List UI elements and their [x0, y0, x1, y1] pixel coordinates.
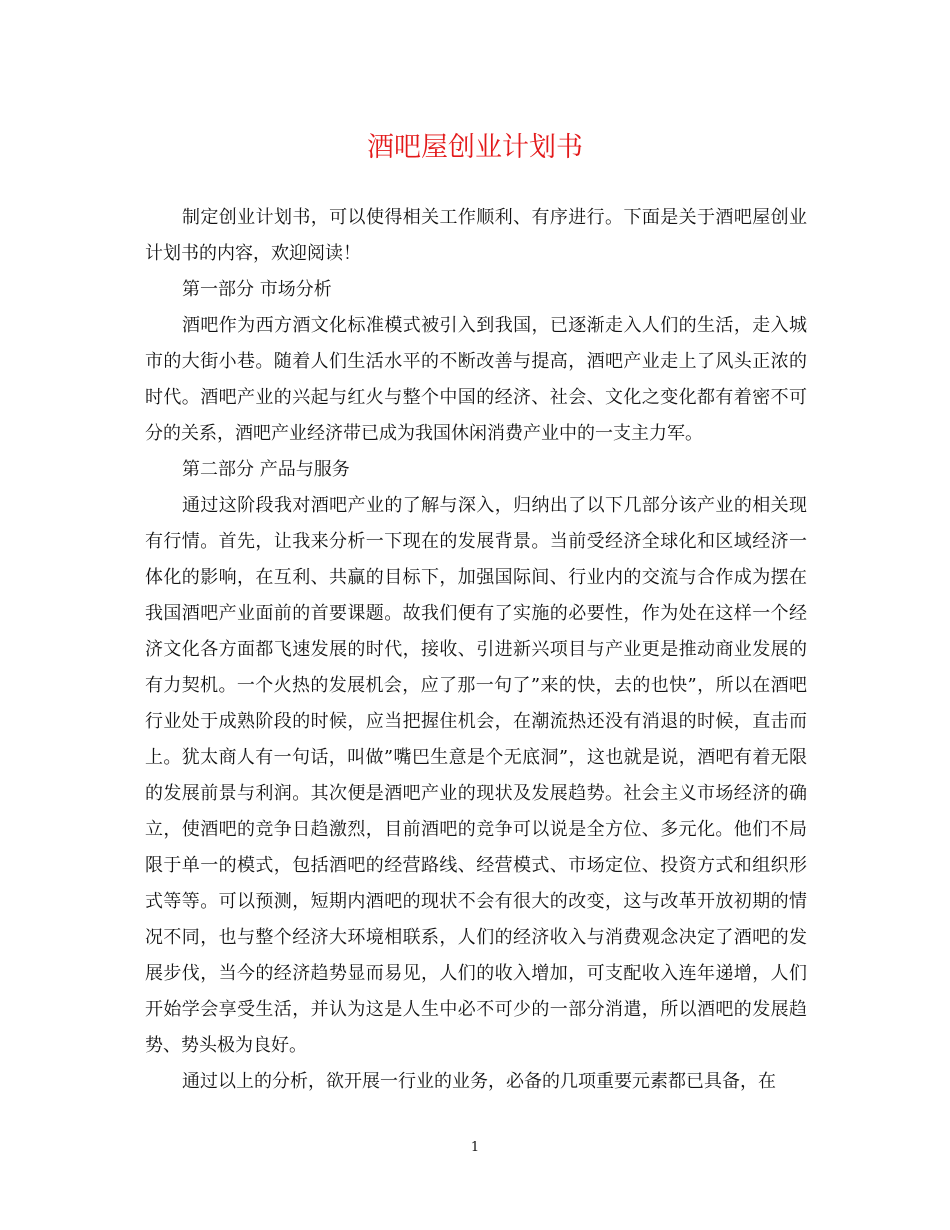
conclusion-paragraph: 通过以上的分析，欲开展一行业的业务，必备的几项重要元素都已具备，在: [182, 1071, 776, 1092]
document-body: [145, 200, 807, 1100]
market-analysis-paragraph: 酒吧作为西方酒文化标准模式被引入到我国，已逐渐走入人们的生活，走入城市的大街小巷。随着人们生活水平的不断改善与提高，酒吧产业走上了风头正浓的时代。酒吧产业的兴起与红火与整个中国的经济、社会、文化之变化都有着密不可分的关系，酒吧产业经济带已成为我国休闲消费产业中的一支主力军。: [145, 315, 807, 444]
section-heading-products-services: 第二部分 产品与服务: [182, 459, 350, 480]
products-services-paragraph: 通过这阶段我对酒吧产业的了解与深入，归纳出了以下几部分该产业的相关现有行情。首先，让我来分析一下现在的发展背景。当前受经济全球化和区域经济一体化的影响，在互利、共赢的目标下，加强国际间、行业内的交流与合作成为摆在我国酒吧产业面前的首要课题。故我们便有了实施的必要性，作为处在这样一个经济文化各方面都飞速发展的时代，接收、引进新兴项目与产业更是推动商业发展的有力契机。一个火热的发展机会，应了那一句了”来的快，去的也快”，所以在酒吧行业处于成熟阶段的时候，应当把握住机会，在潮流热还没有消退的时候，直击而上。犹太商人有一句话，叫做”嘴巴生意是个无底洞”，这也就是说，酒吧有着无限的发展前景与利润。其次便是酒吧产业的现状及发展趋势。社会主义市场经济的确立，使酒吧的竞争日趋激烈，目前酒吧的竞争可以说是全方位、多元化。他们不局限于单一的模式，包括酒吧的经营路线、经营模式、市场定位、投资方式和组织形式等等。可以预测，短期内酒吧的现状不会有很大的改变，这与改革开放初期的情况不同，也与整个经济大环境相联系，人们的经济收入与消费观念决定了酒吧的发展步伐，当今的经济趋势显而易见，人们的收入增加，可支配收入连年递增，人们开始学会享受生活，并认为这是人生中必不可少的一部分消遣，所以酒吧的发展趋势、势头极为良好。: [145, 495, 807, 1056]
section-heading-market-analysis: 第一部分 市场分析: [182, 279, 332, 300]
document-title: 酒吧屋创业计划书: [367, 132, 583, 163]
page-number: 1: [470, 1140, 480, 1155]
intro-paragraph: 制定创业计划书，可以使得相关工作顺利、有序进行。下面是关于酒吧屋创业计划书的内容，欢迎阅读！: [145, 207, 807, 264]
